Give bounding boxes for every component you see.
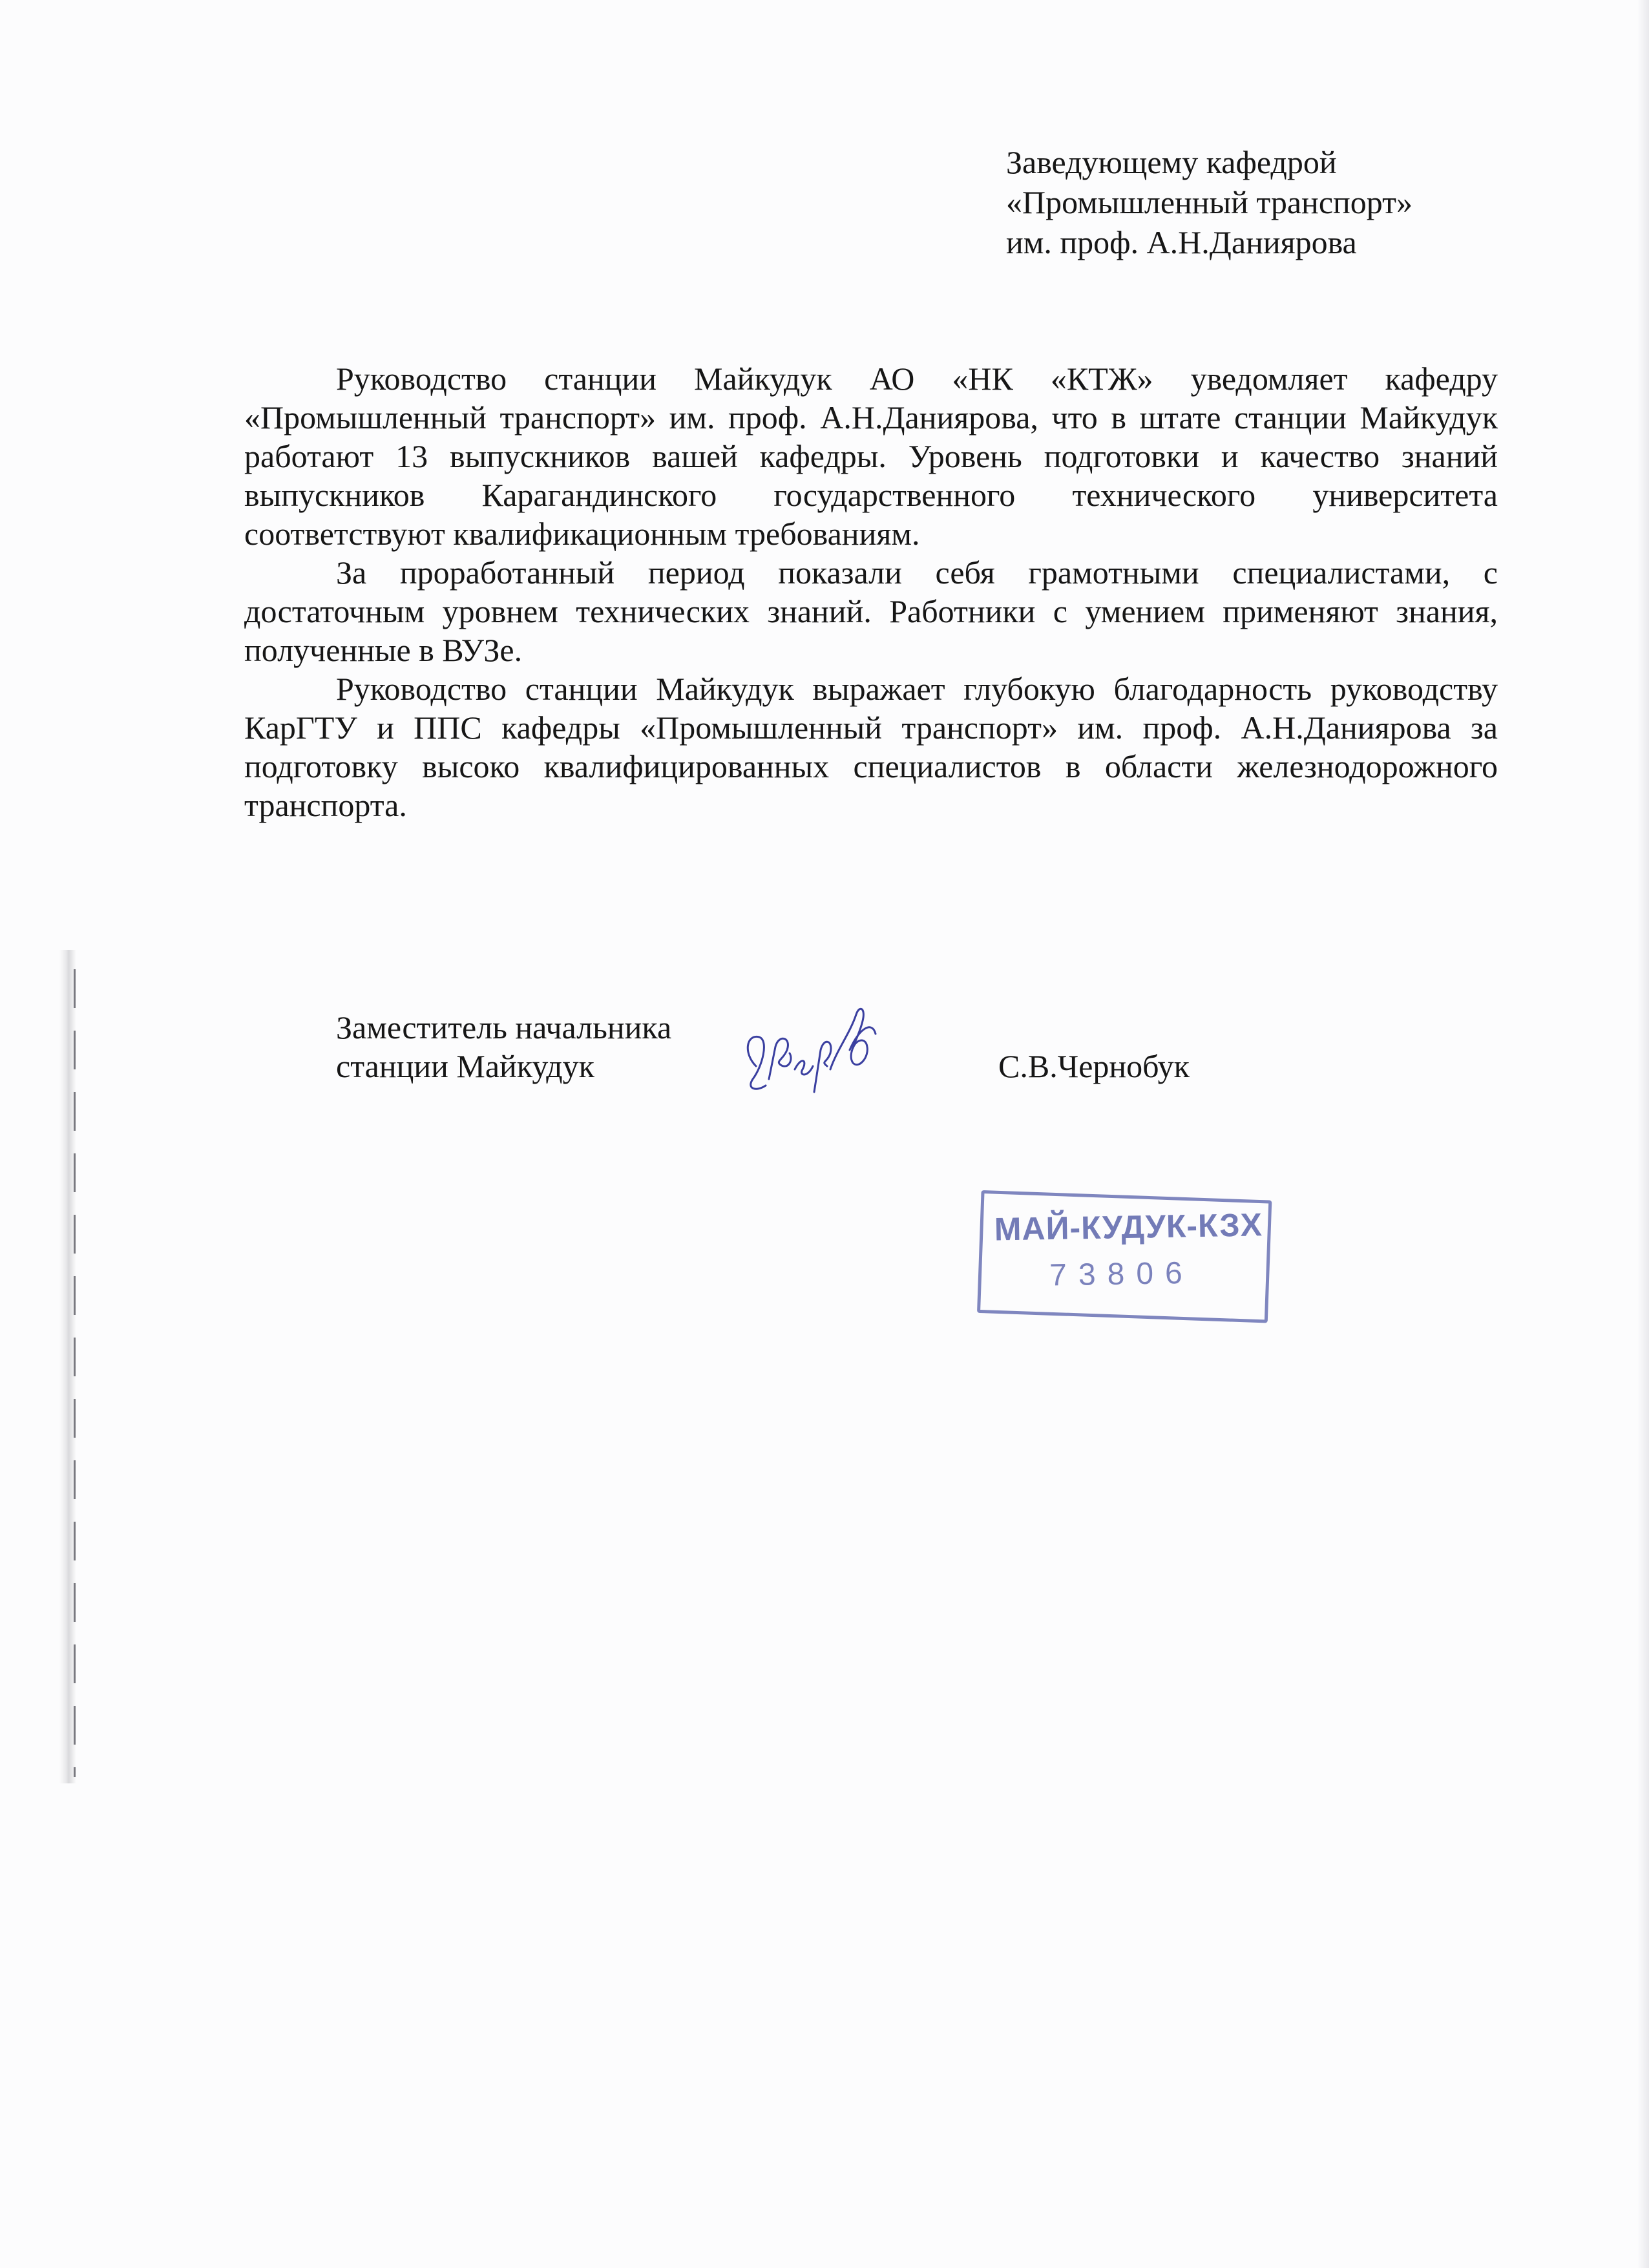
letter-body — [244, 359, 1498, 824]
body-paragraph-2: За проработанный период показали себя грамотными специалистами, с достаточным уровнем технических знаний. Работники с умением применяют знания, полученные в ВУЗе. — [244, 554, 1498, 668]
stamp-station-name: МАЙ-КУДУК-КЗХ — [994, 1206, 1263, 1248]
position-line-2: станции Майкудук — [336, 1048, 594, 1084]
addressee-block — [1006, 142, 1588, 262]
stamp-code: 73806 — [1049, 1255, 1195, 1293]
body-paragraph-3: Руководство станции Майкудук выражает глубокую благодарность руководству КарГТУ и ППС кафедры «Промышленный транспорт» им. проф. А.Н.Даниярова за подготовку высоко квалифицированных специалистов в области железнодорожного транспорта. — [244, 671, 1498, 823]
scan-right-edge — [1637, 0, 1649, 2268]
station-stamp — [977, 1190, 1282, 1330]
position-line-1: Заместитель начальника — [336, 1009, 672, 1045]
signatory-position — [336, 1008, 671, 1086]
signer-name: С.В.Чернобук — [998, 1048, 1190, 1084]
addressee-line-3: им. проф. А.Н.Даниярова — [1006, 224, 1357, 260]
scan-edge-mark — [74, 969, 76, 1777]
body-paragraph-1: Руководство станции Майкудук АО «НК «КТЖ» уведомляет кафедру «Промышленный транспорт» им. проф. А.Н.Даниярова, что в штате станции Майкудук работают 13 выпускников вашей кафедры. Уровень подготовки и качество знаний выпускников Карагандинского государственного технического университета соответствуют квалификационным требованиям. — [244, 361, 1498, 552]
addressee-line-2: «Промышленный транспорт» — [1006, 184, 1413, 220]
handwritten-signature — [730, 989, 885, 1118]
addressee-line-1: Заведующему кафедрой — [1006, 144, 1337, 180]
